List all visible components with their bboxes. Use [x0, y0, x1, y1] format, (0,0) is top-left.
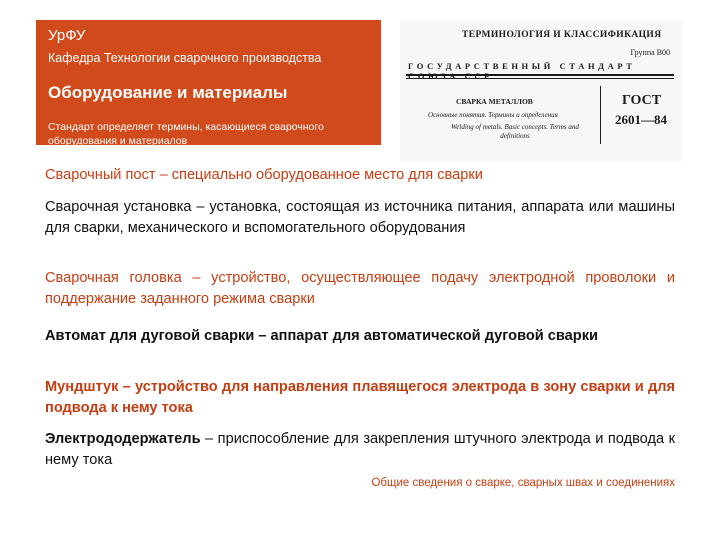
definition-item: [45, 197, 675, 239]
gost-rule-thin: [406, 78, 674, 79]
slide-subtitle: Стандарт определяет термины, касающиеся сварочного оборудования и материалов: [48, 121, 324, 147]
gost-title-en: Welding of metals. Basic concepts. Terms and definitions: [451, 123, 579, 140]
gost-group: Группа В00: [630, 48, 670, 57]
gost-standard-scan: [400, 20, 682, 162]
gost-divider: [600, 86, 601, 144]
definition-term: Сварочная установка: [45, 199, 192, 215]
definition-text: – устройство для направления плавящегося электрода в зону сварки и для подвода к нему тока: [45, 379, 675, 416]
gost-subtitle-ru: Основные понятия. Термины и определения: [428, 111, 558, 119]
definition-term: Сварочный пост: [45, 167, 156, 183]
gost-number: 2601—84: [615, 112, 667, 127]
definition-text: – аппарат для автоматической дуговой сварки: [254, 328, 598, 344]
gost-title-ru: СВАРКА МЕТАЛЛОВ: [456, 97, 533, 106]
definition-term: Электрододержатель: [45, 431, 201, 447]
definition-item: [45, 165, 675, 186]
gost-rule-thick: [406, 74, 674, 76]
gost-state-standard: ГОСУДАРСТВЕННЫЙ СТАНДАРТ СОЮЗА ССР: [408, 61, 636, 81]
footer-note: Общие сведения о сварке, сварных швах и соединениях: [371, 477, 675, 489]
gost-heading: ТЕРМИНОЛОГИЯ И КЛАССИФИКАЦИЯ: [462, 30, 662, 40]
slide-title: Оборудование и материалы: [48, 83, 288, 102]
definition-text: – специально оборудованное место для сварки: [155, 167, 483, 183]
definition-text: – устройство, осуществляющее подачу электродной проволоки и поддержание заданного режима сварки: [45, 270, 676, 307]
gost-label: ГОСТ: [622, 93, 662, 108]
header-banner: [36, 20, 381, 145]
definition-term: Сварочная головка: [45, 270, 182, 286]
definition-term: Мундштук: [45, 379, 119, 395]
definition-item: [45, 377, 675, 419]
definition-item: [45, 429, 675, 471]
definition-term: Автомат для дуговой сварки: [45, 328, 255, 344]
university-name: УрФУ: [48, 27, 86, 44]
department-name: Кафедра Технологии сварочного производства: [48, 51, 322, 65]
definition-item: [45, 268, 675, 310]
definition-text: – установка, состоящая из источника питания, аппарата или машины для сварки, механического и вспомогательного оборудования: [45, 199, 675, 236]
definition-item: [45, 326, 675, 347]
definition-text: – приспособление для закрепления штучного электрода и подвода к нему тока: [45, 431, 675, 468]
